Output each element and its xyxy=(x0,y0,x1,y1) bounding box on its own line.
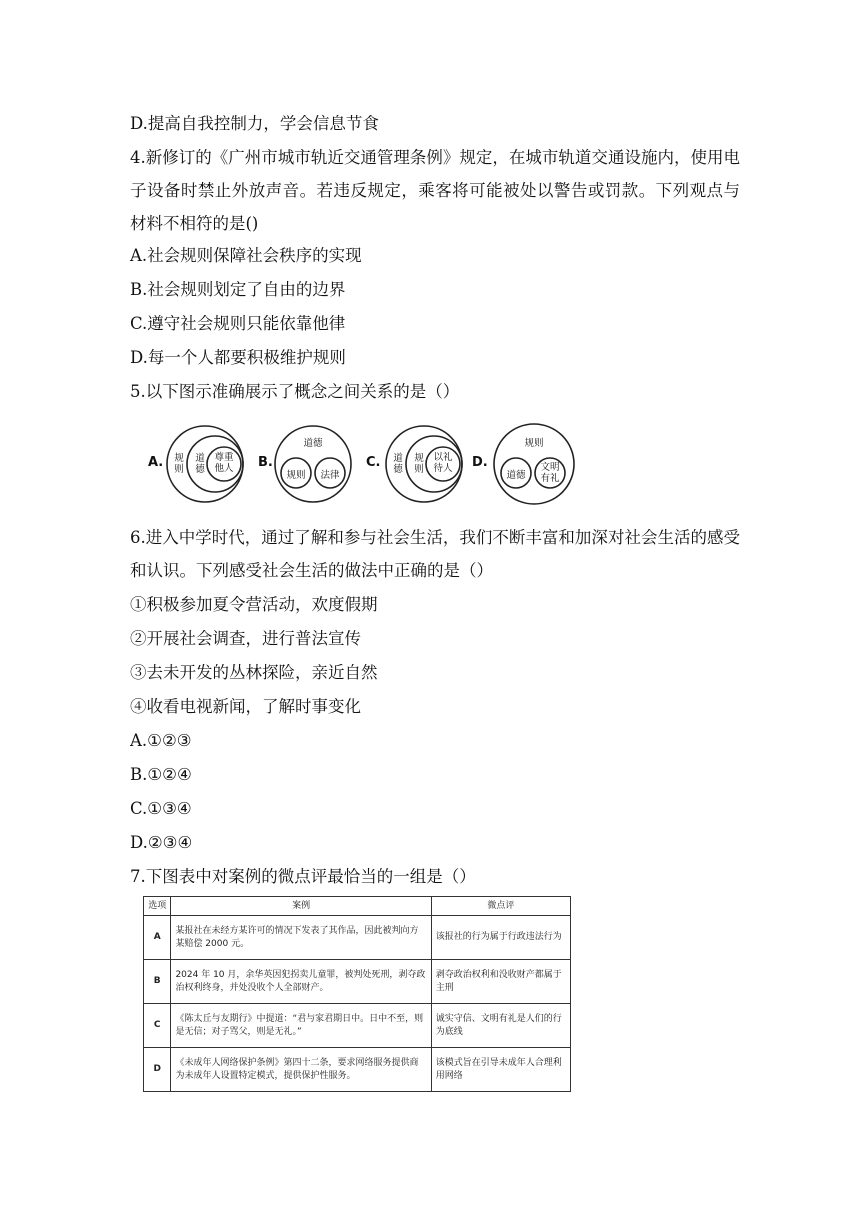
diagram-d-outer: 规则 xyxy=(524,438,544,449)
diagram-a-label: A. xyxy=(148,455,164,470)
q6-item-4: ④收看电视新闻，了解时事变化 xyxy=(130,697,361,716)
row-option: A xyxy=(144,916,171,960)
diagram-c-middle: 规则 xyxy=(414,453,424,475)
diagram-a-outer: 规则 xyxy=(174,453,184,475)
diagram-b-label: B. xyxy=(258,455,273,470)
diagram-a-inner: 尊重他人 xyxy=(214,452,234,474)
table-row xyxy=(144,1048,571,1092)
q6-item-2: ②开展社会调查，进行普法宣传 xyxy=(130,629,361,648)
row-case: 2024 年 10 月，余华英因犯拐卖儿童罪，被判处死刑，剥夺政治权利终身，并处没收个人全部财产。 xyxy=(171,960,431,1004)
q4-option-c: C.遵守社会规则只能依靠他律 xyxy=(130,314,346,333)
q6-option-b: B.①②④ xyxy=(130,765,192,784)
header-comment: 微点评 xyxy=(431,897,570,916)
q4-option-d: D.每一个人都要积极维护规则 xyxy=(130,348,346,367)
row-comment: 剥夺政治权利和没收财产都属于主刑 xyxy=(431,960,570,1004)
diagram-b-outer: 道德 xyxy=(303,438,323,449)
diagram-d-right: 文明有礼 xyxy=(540,462,560,484)
diagram-a-middle: 道德 xyxy=(195,453,205,475)
row-comment: 该报社的行为属于行政违法行为 xyxy=(431,916,570,960)
header-option: 选项 xyxy=(144,897,171,916)
diagram-b-left: 规则 xyxy=(286,470,306,481)
q4-option-a: A.社会规则保障社会秩序的实现 xyxy=(130,246,362,265)
diagram-c-outer: 道德 xyxy=(393,453,403,475)
row-option: D xyxy=(144,1048,171,1092)
diagram-c-inner: 以礼待人 xyxy=(433,452,453,474)
row-option: C xyxy=(144,1004,171,1048)
row-case: 《未成年人网络保护条例》第四十二条，要求网络服务提供商为未成年人设置特定模式，提供保护性服务。 xyxy=(171,1048,431,1092)
q3-option-d: D.提高自我控制力，学会信息节食 xyxy=(130,114,379,133)
row-option: B xyxy=(144,960,171,1004)
q6-stem: 6.进入中学时代，通过了解和参与社会生活，我们不断丰富和加深对社会生活的感受和认识。下列感受社会生活的做法中正确的是（） xyxy=(130,528,740,580)
row-case: 某报社在未经方某许可的情况下发表了其作品，因此被判向方某赔偿 2000 元。 xyxy=(171,916,431,960)
diagram-c-label: C. xyxy=(366,455,381,470)
q7-stem: 7.下图表中对案例的微点评最恰当的一组是（） xyxy=(130,867,476,886)
diagram-b-right: 法律 xyxy=(320,470,340,481)
row-comment: 诚实守信、文明有礼是人们的行为底线 xyxy=(431,1004,570,1048)
diagram-d-left: 道德 xyxy=(506,470,526,481)
table-row xyxy=(144,916,571,960)
q6-option-d: D.②③④ xyxy=(130,833,193,852)
table-row xyxy=(144,960,571,1004)
table-header-row xyxy=(144,897,571,916)
q4-option-b: B.社会规则划定了自由的边界 xyxy=(130,280,346,299)
q7-table xyxy=(143,896,571,1092)
q6-item-1: ①积极参加夏令营活动，欢度假期 xyxy=(130,595,378,614)
row-case: 《陈太丘与友期行》中提道：“君与家君期日中。日中不至，则是无信；对子骂父，则是无礼。” xyxy=(171,1004,431,1048)
q6-option-a: A.①②③ xyxy=(130,731,192,750)
row-comment: 该模式旨在引导未成年人合理利用网络 xyxy=(431,1048,570,1092)
q6-item-3: ③去未开发的丛林探险，亲近自然 xyxy=(130,663,378,682)
q5-stem: 5.以下图示准确展示了概念之间关系的是（） xyxy=(130,382,460,401)
table-row xyxy=(144,1004,571,1048)
diagram-b xyxy=(258,423,368,505)
diagram-d xyxy=(472,423,582,505)
q6-option-c: C.①③④ xyxy=(130,799,192,818)
q4-stem: 4.新修订的《广州市城市轨近交通管理条例》规定，在城市轨道交通设施内，使用电子设备时禁止外放声音。若违反规定，乘客将可能被处以警告或罚款。下列观点与材料不相符的是() xyxy=(130,148,740,233)
header-case: 案例 xyxy=(171,897,431,916)
diagram-d-label: D. xyxy=(472,455,488,470)
q5-diagrams xyxy=(140,423,740,505)
